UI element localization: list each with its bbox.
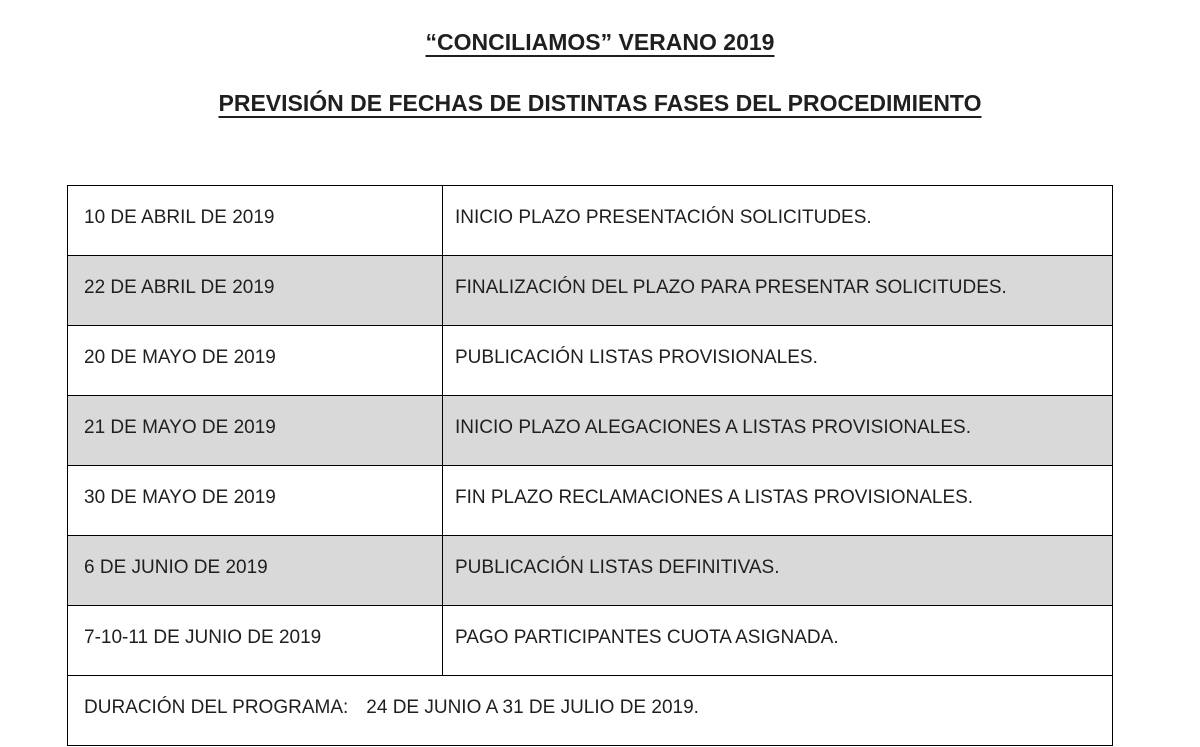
date-cell: 21 DE MAYO DE 2019 <box>68 396 443 466</box>
table-row <box>68 606 1113 676</box>
phase-cell: PUBLICACIÓN LISTAS PROVISIONALES. <box>443 326 1113 396</box>
date-cell: 22 DE ABRIL DE 2019 <box>68 256 443 326</box>
phase-cell: FINALIZACIÓN DEL PLAZO PARA PRESENTAR SOLICITUDES. <box>443 256 1113 326</box>
document-subtitle: PREVISIÓN DE FECHAS DE DISTINTAS FASES DEL PROCEDIMIENTO <box>218 90 982 116</box>
duration-value: 24 DE JUNIO A 31 DE JULIO DE 2019. <box>366 697 699 718</box>
date-cell: 6 DE JUNIO DE 2019 <box>68 536 443 606</box>
date-cell: 10 DE ABRIL DE 2019 <box>68 186 443 256</box>
duration-row <box>68 676 1113 746</box>
schedule-table <box>67 185 1113 746</box>
document-title: “CONCILIAMOS” VERANO 2019 <box>425 29 775 55</box>
duration-label: DURACIÓN DEL PROGRAMA: <box>84 697 349 718</box>
table-row <box>68 186 1113 256</box>
table-row <box>68 326 1113 396</box>
phase-cell: PAGO PARTICIPANTES CUOTA ASIGNADA. <box>443 606 1113 676</box>
table-row <box>68 536 1113 606</box>
table-row <box>68 466 1113 536</box>
phase-cell: INICIO PLAZO ALEGACIONES A LISTAS PROVISIONALES. <box>443 396 1113 466</box>
phase-cell: INICIO PLAZO PRESENTACIÓN SOLICITUDES. <box>443 186 1113 256</box>
date-cell: 30 DE MAYO DE 2019 <box>68 466 443 536</box>
date-cell: 7-10-11 DE JUNIO DE 2019 <box>68 606 443 676</box>
phase-cell: FIN PLAZO RECLAMACIONES A LISTAS PROVISIONALES. <box>443 466 1113 536</box>
date-cell: 20 DE MAYO DE 2019 <box>68 326 443 396</box>
phase-cell: PUBLICACIÓN LISTAS DEFINITIVAS. <box>443 536 1113 606</box>
table-row <box>68 396 1113 466</box>
table-row <box>68 256 1113 326</box>
duration-cell <box>68 676 1113 746</box>
